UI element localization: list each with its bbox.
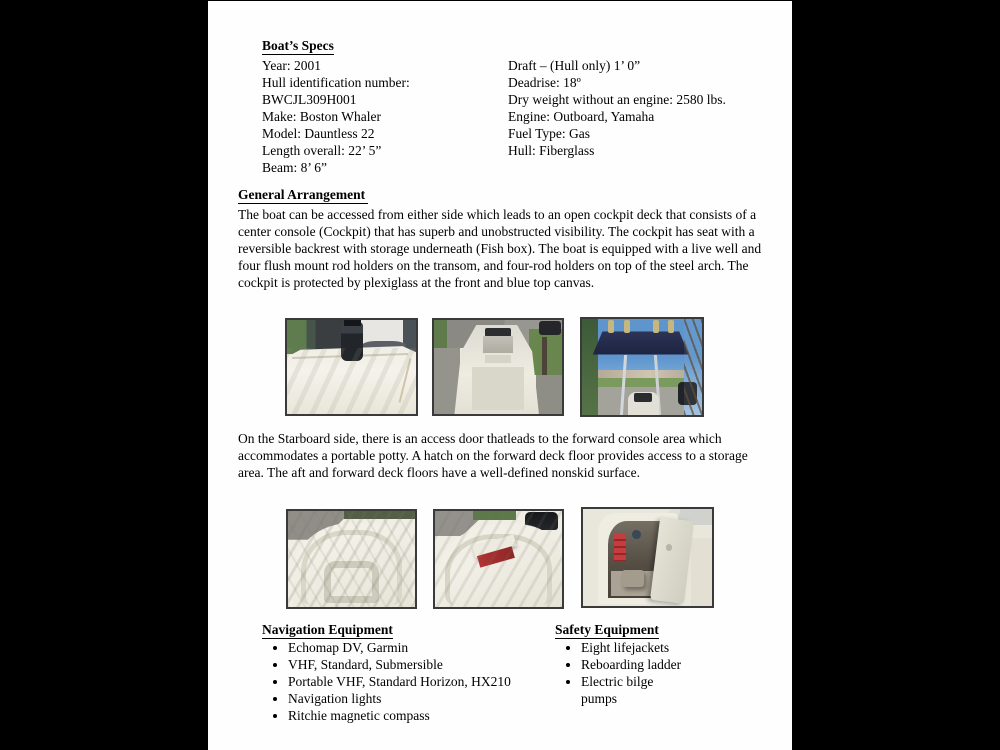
list-item: • Navigation lights bbox=[288, 690, 562, 707]
safety-equipment-heading: Safety Equipment bbox=[555, 622, 659, 637]
t-top-canvas-shape bbox=[593, 331, 689, 354]
starboard-paragraph: On the Starboard side, there is an access door thatleads to the forward console area which accommodates a portable potty. A hatch on the forward deck floor provides access to a storage area. The aft and forward deck floors have a well-defined nonskid surface. bbox=[238, 431, 748, 480]
photo-shadow-overlay bbox=[435, 511, 562, 607]
list-item: • Ritchie magnetic compass bbox=[288, 707, 562, 724]
document-page bbox=[208, 0, 792, 750]
photo-shadow-overlay bbox=[287, 348, 416, 414]
boats-specs-heading: Boat’s Specs bbox=[262, 38, 334, 53]
spec-line: Draft – (Hull only) 1’ 0” bbox=[508, 58, 641, 73]
photo-shape bbox=[485, 355, 511, 363]
navigation-equipment-heading: Navigation Equipment bbox=[262, 622, 393, 637]
general-arrangement-paragraph: The boat can be accessed from either side which leads to an open cockpit deck that consists of a center console (Cockpit) that has superb and unobstructed visibility. The cockpit has seat with a reversible backrest with storage underneath (Fish box). The boat is equipped with a live well and four flush mount rod holders on the transom, and four-rod holders on top of the steel arch. The cockpit is protected by plexiglass at the front and blue top canvas. bbox=[238, 207, 762, 290]
list-item: • Electric bilge pumps bbox=[581, 673, 685, 707]
helm-electronics-shape bbox=[634, 393, 652, 402]
photo-t-top-canvas-rod-holders bbox=[580, 317, 704, 417]
rod-holder-shape bbox=[668, 320, 674, 333]
center-console-shape bbox=[483, 336, 514, 353]
rod-holder-shape bbox=[608, 320, 614, 333]
spec-line: Deadrise: 18º bbox=[508, 75, 581, 90]
photo-shape bbox=[542, 337, 547, 375]
photo-shape bbox=[684, 319, 702, 415]
list-item: • Echomap DV, Garmin bbox=[288, 639, 562, 656]
spec-line: BWCJL309H001 bbox=[262, 92, 357, 107]
photo-bow-deck-overhead bbox=[286, 509, 417, 609]
photo-shape bbox=[472, 367, 523, 410]
safety-equipment-list bbox=[555, 639, 685, 707]
letterbox-left bbox=[0, 0, 208, 750]
photo-cockpit-center-console-overhead bbox=[432, 318, 564, 416]
photo-shape bbox=[632, 530, 641, 539]
list-item: • Eight lifejackets bbox=[581, 639, 685, 656]
photo-shape bbox=[536, 375, 562, 414]
general-arrangement-heading: General Arrangement bbox=[238, 187, 369, 202]
navigation-equipment-list bbox=[262, 639, 562, 724]
storage-box-shape bbox=[614, 534, 626, 561]
photo-shape bbox=[666, 544, 672, 551]
list-item: • VHF, Standard, Submersible bbox=[288, 656, 562, 673]
photo-shape bbox=[539, 321, 561, 335]
list-item: • Reboarding ladder bbox=[581, 656, 685, 673]
specs-right-column bbox=[508, 57, 726, 159]
photo-stern-with-outboard-engine bbox=[285, 318, 418, 416]
spec-line: Model: Dauntless 22 bbox=[262, 126, 375, 141]
photo-shadow-overlay bbox=[288, 511, 415, 607]
list-item: • Portable VHF, Standard Horizon, HX210 bbox=[288, 673, 562, 690]
spec-line: Beam: 8’ 6” bbox=[262, 160, 327, 175]
spec-line: Fuel Type: Gas bbox=[508, 126, 591, 141]
rod-holder-shape bbox=[653, 320, 659, 333]
photo-shape bbox=[691, 538, 712, 606]
photo-shape bbox=[582, 319, 598, 415]
letterbox-right bbox=[792, 0, 1000, 750]
rod-holder-shape bbox=[624, 320, 630, 333]
photo-bow-deck-hatch-open bbox=[433, 509, 564, 609]
spec-line: Engine: Outboard, Yamaha bbox=[508, 109, 655, 124]
photo-shape bbox=[622, 570, 644, 586]
photo-console-interior-access-door bbox=[581, 507, 714, 608]
photo-shape bbox=[344, 320, 361, 326]
spec-line: Length overall: 22’ 5” bbox=[262, 143, 382, 158]
spec-line: Make: Boston Whaler bbox=[262, 109, 381, 124]
spec-line: Dry weight without an engine: 2580 lbs. bbox=[508, 92, 726, 107]
specs-left-column bbox=[262, 57, 410, 176]
spec-line: Hull: Fiberglass bbox=[508, 143, 595, 158]
spec-line: Year: 2001 bbox=[262, 58, 322, 73]
spec-line: Hull identification number: bbox=[262, 75, 410, 90]
